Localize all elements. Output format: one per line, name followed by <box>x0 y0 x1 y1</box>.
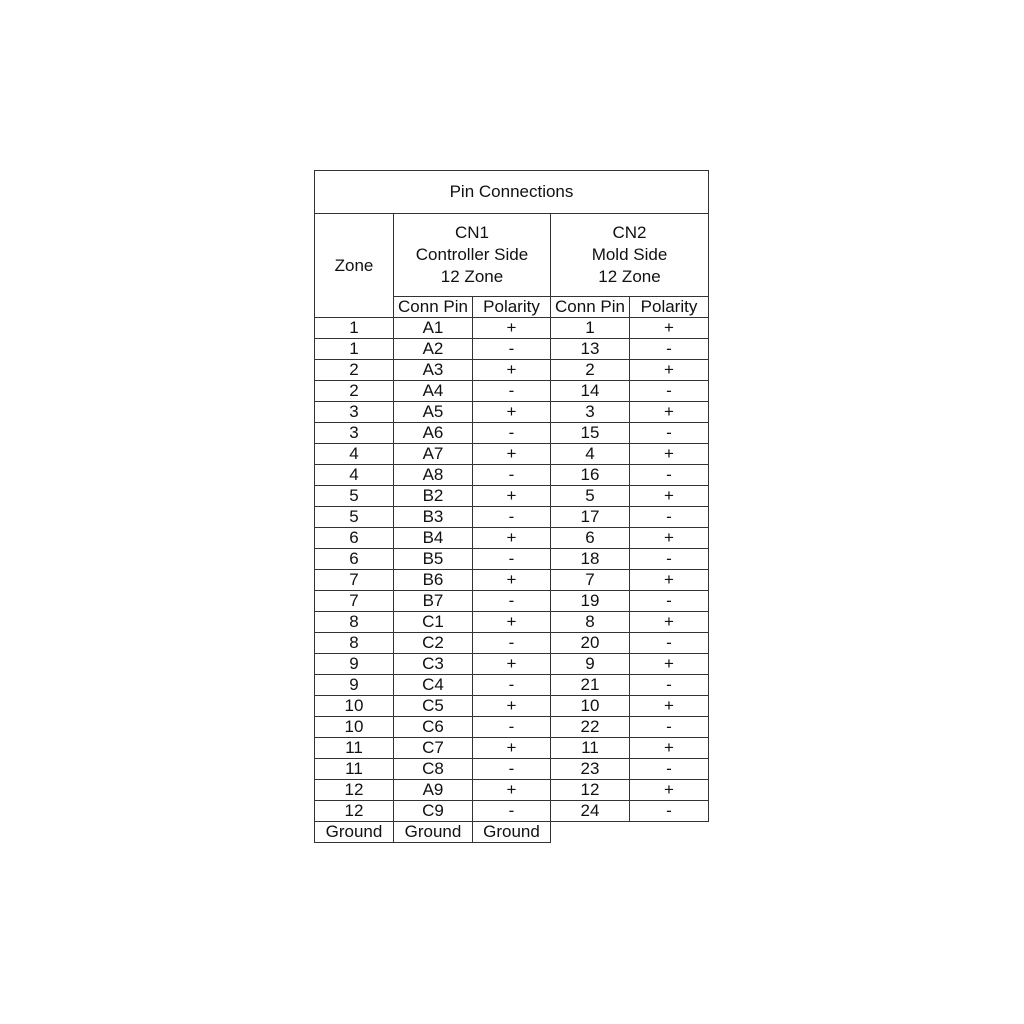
cn2-header-line3: 12 Zone <box>598 267 661 286</box>
cn1-polarity-cell: + <box>473 486 551 507</box>
cn2-polarity-cell: + <box>630 360 709 381</box>
cn1-polarity-cell: - <box>473 717 551 738</box>
cn2-pin-cell: 21 <box>551 675 630 696</box>
cn2-polarity-cell: + <box>630 612 709 633</box>
cn2-pin-cell: 24 <box>551 801 630 822</box>
cn1-pin-cell: A4 <box>394 381 473 402</box>
cn2-pin-cell: 17 <box>551 507 630 528</box>
zone-cell: 6 <box>315 528 394 549</box>
cn1-pin-cell: C3 <box>394 654 473 675</box>
zone-cell: 10 <box>315 696 394 717</box>
cn2-pin-cell: 19 <box>551 591 630 612</box>
cn2-polarity-cell: + <box>630 570 709 591</box>
cn2-polarity-cell: + <box>630 696 709 717</box>
cn1-pin-cell: C5 <box>394 696 473 717</box>
cn1-pin-cell: A2 <box>394 339 473 360</box>
zone-cell: 8 <box>315 612 394 633</box>
cn2-polarity-cell: - <box>630 549 709 570</box>
table-row <box>315 717 709 738</box>
cn1-pin-cell: B5 <box>394 549 473 570</box>
group-header-row <box>315 214 709 297</box>
table-row <box>315 360 709 381</box>
cn2-header-line1: CN2 <box>612 223 647 242</box>
cn1-polarity-cell: + <box>473 654 551 675</box>
cn2-pin-cell: 9 <box>551 654 630 675</box>
table-row <box>315 507 709 528</box>
zone-cell: 10 <box>315 717 394 738</box>
zone-cell: 11 <box>315 738 394 759</box>
table-body <box>315 171 709 843</box>
zone-cell: 7 <box>315 591 394 612</box>
cn2-polarity-cell: - <box>630 507 709 528</box>
cn2-polarity-cell: + <box>630 738 709 759</box>
cn1-polarity-cell: + <box>473 696 551 717</box>
cn1-pin-cell: A5 <box>394 402 473 423</box>
cn2-polarity-cell: + <box>630 486 709 507</box>
cn2-polarity-cell: - <box>630 675 709 696</box>
cn2-header-line2: Mold Side <box>591 245 668 264</box>
cn2-pin-cell: 4 <box>551 444 630 465</box>
pin-connections-table <box>314 170 709 843</box>
zone-cell: 3 <box>315 402 394 423</box>
cn2-polarity-cell: + <box>630 444 709 465</box>
cn2-pin-cell: 18 <box>551 549 630 570</box>
cn1-header-line2: Controller Side <box>415 245 529 264</box>
ground-cn1-pin-cell: Ground <box>394 822 473 843</box>
cn1-polarity-cell: - <box>473 759 551 780</box>
cn1-pin-cell: B2 <box>394 486 473 507</box>
cn1-polarity-cell: + <box>473 444 551 465</box>
zone-cell: 12 <box>315 801 394 822</box>
table-row <box>315 549 709 570</box>
table-row <box>315 339 709 360</box>
cn2-pin-cell: 14 <box>551 381 630 402</box>
cn2-polarity-cell: - <box>630 339 709 360</box>
cn1-header-line3: 12 Zone <box>440 267 504 286</box>
cn1-polarity-cell: - <box>473 339 551 360</box>
cn1-pin-cell: A6 <box>394 423 473 444</box>
table-title: Pin Connections <box>315 171 709 214</box>
cn2-pin-cell: 20 <box>551 633 630 654</box>
cn1-polarity-cell: + <box>473 528 551 549</box>
cn1-pin-cell: A3 <box>394 360 473 381</box>
cn1-pin-cell: C6 <box>394 717 473 738</box>
table-row <box>315 318 709 339</box>
table-row <box>315 528 709 549</box>
cn1-header <box>394 214 551 297</box>
cn2-pin-cell: 12 <box>551 780 630 801</box>
zone-cell: 2 <box>315 360 394 381</box>
cn1-polarity-cell: - <box>473 465 551 486</box>
cn1-polarity-cell: - <box>473 633 551 654</box>
zone-cell: 9 <box>315 675 394 696</box>
cn1-pin-cell: B7 <box>394 591 473 612</box>
cn1-pin-cell: A1 <box>394 318 473 339</box>
table-row <box>315 738 709 759</box>
cn2-pin-cell: 2 <box>551 360 630 381</box>
cn1-polarity-cell: + <box>473 318 551 339</box>
cn2-polarity-cell: + <box>630 402 709 423</box>
table-row <box>315 444 709 465</box>
table-row <box>315 465 709 486</box>
cn1-pin-cell: C1 <box>394 612 473 633</box>
zone-header: Zone <box>315 214 394 318</box>
cn1-pin-cell: A8 <box>394 465 473 486</box>
cn2-pin-cell: 13 <box>551 339 630 360</box>
zone-cell: 2 <box>315 381 394 402</box>
table-row <box>315 654 709 675</box>
table-row <box>315 633 709 654</box>
cn2-conn-pin-header: Conn Pin <box>551 297 630 318</box>
table-row <box>315 570 709 591</box>
cn1-pin-cell: B6 <box>394 570 473 591</box>
cn2-polarity-cell: - <box>630 591 709 612</box>
cn2-polarity-cell: - <box>630 381 709 402</box>
zone-cell: 3 <box>315 423 394 444</box>
cn2-pin-cell: 6 <box>551 528 630 549</box>
cn1-polarity-header: Polarity <box>473 297 551 318</box>
zone-cell: 12 <box>315 780 394 801</box>
cn2-pin-cell: 10 <box>551 696 630 717</box>
table-row <box>315 612 709 633</box>
table-row <box>315 780 709 801</box>
empty-cell <box>551 822 709 843</box>
cn1-polarity-cell: - <box>473 423 551 444</box>
cn1-polarity-cell: - <box>473 675 551 696</box>
zone-cell: 5 <box>315 486 394 507</box>
cn1-pin-cell: A9 <box>394 780 473 801</box>
zone-cell: 6 <box>315 549 394 570</box>
cn2-pin-cell: 23 <box>551 759 630 780</box>
cn2-pin-cell: 15 <box>551 423 630 444</box>
cn2-pin-cell: 16 <box>551 465 630 486</box>
cn1-pin-cell: C4 <box>394 675 473 696</box>
table-row <box>315 801 709 822</box>
cn1-pin-cell: B4 <box>394 528 473 549</box>
table-row <box>315 696 709 717</box>
table-row <box>315 486 709 507</box>
cn1-polarity-cell: + <box>473 780 551 801</box>
zone-cell: 1 <box>315 318 394 339</box>
cn1-pin-cell: C8 <box>394 759 473 780</box>
zone-cell: 8 <box>315 633 394 654</box>
ground-row <box>315 822 709 843</box>
cn2-polarity-cell: - <box>630 423 709 444</box>
cn1-polarity-cell: - <box>473 381 551 402</box>
cn1-polarity-cell: + <box>473 738 551 759</box>
zone-cell: 1 <box>315 339 394 360</box>
cn2-polarity-cell: - <box>630 759 709 780</box>
table-row <box>315 402 709 423</box>
table-row <box>315 423 709 444</box>
cn1-pin-cell: C7 <box>394 738 473 759</box>
cn2-polarity-cell: + <box>630 318 709 339</box>
table-row <box>315 675 709 696</box>
cn1-polarity-cell: - <box>473 549 551 570</box>
cn1-pin-cell: A7 <box>394 444 473 465</box>
table-row <box>315 381 709 402</box>
cn1-pin-cell: C9 <box>394 801 473 822</box>
cn1-pin-cell: B3 <box>394 507 473 528</box>
zone-cell: 7 <box>315 570 394 591</box>
cn2-polarity-header: Polarity <box>630 297 709 318</box>
cn2-polarity-cell: + <box>630 654 709 675</box>
cn1-polarity-cell: - <box>473 801 551 822</box>
cn1-polarity-cell: + <box>473 402 551 423</box>
cn2-pin-cell: 22 <box>551 717 630 738</box>
cn2-pin-cell: 8 <box>551 612 630 633</box>
cn1-polarity-cell: + <box>473 360 551 381</box>
zone-cell: 4 <box>315 465 394 486</box>
cn2-polarity-cell: - <box>630 465 709 486</box>
cn2-polarity-cell: + <box>630 780 709 801</box>
cn2-pin-cell: 3 <box>551 402 630 423</box>
cn2-pin-cell: 1 <box>551 318 630 339</box>
table-row <box>315 759 709 780</box>
table-row <box>315 591 709 612</box>
title-row <box>315 171 709 214</box>
cn1-polarity-cell: + <box>473 570 551 591</box>
ground-cn1-polarity-cell: Ground <box>473 822 551 843</box>
cn2-polarity-cell: + <box>630 528 709 549</box>
cn2-pin-cell: 11 <box>551 738 630 759</box>
ground-zone-cell: Ground <box>315 822 394 843</box>
cn1-pin-cell: C2 <box>394 633 473 654</box>
cn1-header-line1: CN1 <box>454 223 489 242</box>
cn1-polarity-cell: + <box>473 612 551 633</box>
zone-cell: 5 <box>315 507 394 528</box>
cn1-polarity-cell: - <box>473 591 551 612</box>
cn2-polarity-cell: - <box>630 801 709 822</box>
zone-cell: 4 <box>315 444 394 465</box>
zone-cell: 9 <box>315 654 394 675</box>
cn2-polarity-cell: - <box>630 633 709 654</box>
cn2-header <box>551 214 709 297</box>
cn2-pin-cell: 7 <box>551 570 630 591</box>
cn1-conn-pin-header: Conn Pin <box>394 297 473 318</box>
cn2-polarity-cell: - <box>630 717 709 738</box>
cn2-pin-cell: 5 <box>551 486 630 507</box>
zone-cell: 11 <box>315 759 394 780</box>
cn1-polarity-cell: - <box>473 507 551 528</box>
